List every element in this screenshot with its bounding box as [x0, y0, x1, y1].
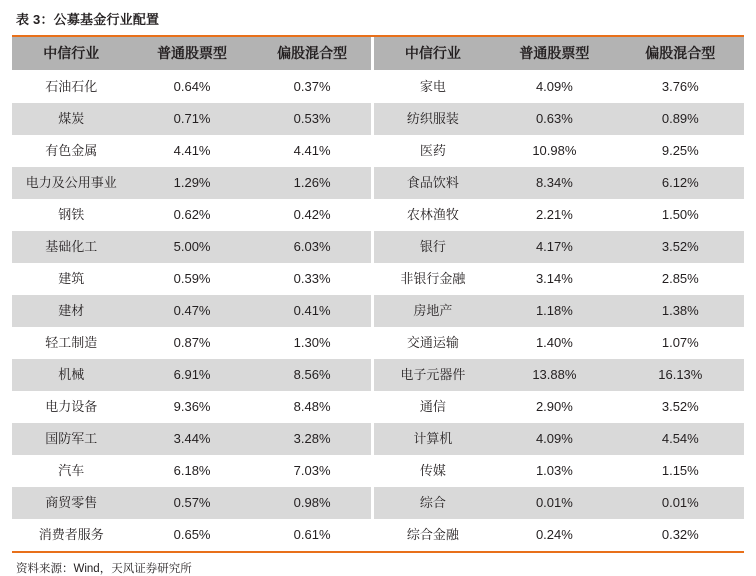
cell-common-equity-left: 9.36%	[131, 391, 254, 423]
cell-equity-mixed-left: 0.41%	[254, 295, 371, 327]
cell-equity-mixed-right: 0.32%	[617, 519, 744, 551]
cell-common-equity-left: 3.44%	[131, 423, 254, 455]
cell-common-equity-right: 2.21%	[492, 199, 616, 231]
cell-equity-mixed-left: 0.61%	[254, 519, 371, 551]
cell-equity-mixed-left: 0.53%	[254, 103, 371, 135]
cell-equity-mixed-left: 1.26%	[254, 167, 371, 199]
cell-common-equity-left: 0.47%	[131, 295, 254, 327]
table-row	[12, 359, 744, 391]
cell-industry-left: 机械	[12, 359, 131, 391]
cell-equity-mixed-right: 1.50%	[617, 199, 744, 231]
cell-common-equity-left: 0.57%	[131, 487, 254, 519]
cell-industry-right: 食品饮料	[374, 167, 493, 199]
cell-equity-mixed-right: 3.52%	[617, 391, 744, 423]
cell-common-equity-right: 1.18%	[492, 295, 616, 327]
table-row	[12, 199, 744, 231]
cell-industry-right: 纺织服装	[374, 103, 493, 135]
cell-industry-right: 电子元器件	[374, 359, 493, 391]
cell-common-equity-right: 3.14%	[492, 263, 616, 295]
table-row	[12, 71, 744, 104]
cell-industry-right: 综合金融	[374, 519, 493, 551]
cell-common-equity-right: 0.01%	[492, 487, 616, 519]
table-row	[12, 455, 744, 487]
cell-industry-right: 通信	[374, 391, 493, 423]
cell-industry-right: 农林渔牧	[374, 199, 493, 231]
cell-equity-mixed-left: 0.37%	[254, 71, 371, 104]
cell-common-equity-left: 0.62%	[131, 199, 254, 231]
cell-equity-mixed-left: 8.48%	[254, 391, 371, 423]
cell-industry-right: 房地产	[374, 295, 493, 327]
cell-industry-right: 交通运输	[374, 327, 493, 359]
cell-common-equity-left: 0.64%	[131, 71, 254, 104]
cell-equity-mixed-right: 3.52%	[617, 231, 744, 263]
cell-equity-mixed-left: 1.30%	[254, 327, 371, 359]
cell-equity-mixed-right: 1.38%	[617, 295, 744, 327]
cell-common-equity-right: 4.17%	[492, 231, 616, 263]
cell-common-equity-right: 0.63%	[492, 103, 616, 135]
header-cell-industry-left: 中信行业	[12, 37, 131, 71]
cell-equity-mixed-left: 4.41%	[254, 135, 371, 167]
cell-industry-left: 煤炭	[12, 103, 131, 135]
cell-common-equity-right: 4.09%	[492, 423, 616, 455]
cell-common-equity-left: 1.29%	[131, 167, 254, 199]
cell-industry-left: 商贸零售	[12, 487, 131, 519]
cell-common-equity-right: 13.88%	[492, 359, 616, 391]
cell-common-equity-left: 0.87%	[131, 327, 254, 359]
cell-equity-mixed-right: 1.07%	[617, 327, 744, 359]
cell-common-equity-left: 0.71%	[131, 103, 254, 135]
cell-industry-left: 消费者服务	[12, 519, 131, 551]
table-header-row	[12, 37, 744, 71]
cell-industry-right: 非银行金融	[374, 263, 493, 295]
source-note: 资料来源：Wind，天风证券研究所	[16, 563, 192, 575]
cell-common-equity-left: 4.41%	[131, 135, 254, 167]
cell-equity-mixed-right: 9.25%	[617, 135, 744, 167]
cell-common-equity-right: 4.09%	[492, 71, 616, 104]
cell-industry-left: 基础化工	[12, 231, 131, 263]
cell-industry-right: 家电	[374, 71, 493, 104]
table-body	[12, 37, 744, 551]
header-cell-common-equity-right: 普通股票型	[492, 37, 616, 71]
cell-equity-mixed-left: 6.03%	[254, 231, 371, 263]
cell-equity-mixed-right: 3.76%	[617, 71, 744, 104]
table-caption: 表 3：公募基金行业配置	[16, 12, 160, 27]
cell-industry-right: 传媒	[374, 455, 493, 487]
table-row	[12, 519, 744, 551]
cell-equity-mixed-left: 7.03%	[254, 455, 371, 487]
cell-common-equity-right: 2.90%	[492, 391, 616, 423]
header-cell-industry-right: 中信行业	[374, 37, 493, 71]
table-row	[12, 391, 744, 423]
cell-industry-left: 有色金属	[12, 135, 131, 167]
cell-industry-left: 钢铁	[12, 199, 131, 231]
cell-common-equity-right: 8.34%	[492, 167, 616, 199]
cell-common-equity-left: 6.91%	[131, 359, 254, 391]
cell-industry-left: 国防军工	[12, 423, 131, 455]
cell-industry-right: 计算机	[374, 423, 493, 455]
table-container	[12, 35, 744, 553]
cell-equity-mixed-left: 0.33%	[254, 263, 371, 295]
cell-industry-left: 汽车	[12, 455, 131, 487]
cell-common-equity-right: 10.98%	[492, 135, 616, 167]
table-row	[12, 231, 744, 263]
cell-equity-mixed-left: 8.56%	[254, 359, 371, 391]
table-row	[12, 295, 744, 327]
cell-equity-mixed-right: 0.89%	[617, 103, 744, 135]
table-row	[12, 103, 744, 135]
cell-common-equity-right: 1.03%	[492, 455, 616, 487]
table-row	[12, 135, 744, 167]
cell-industry-left: 建材	[12, 295, 131, 327]
cell-equity-mixed-right: 2.85%	[617, 263, 744, 295]
cell-industry-left: 电力及公用事业	[12, 167, 131, 199]
cell-common-equity-left: 0.65%	[131, 519, 254, 551]
table-row	[12, 327, 744, 359]
table-row	[12, 167, 744, 199]
header-cell-equity-mixed-left: 偏股混合型	[254, 37, 371, 71]
cell-industry-right: 医药	[374, 135, 493, 167]
cell-common-equity-left: 5.00%	[131, 231, 254, 263]
cell-equity-mixed-right: 4.54%	[617, 423, 744, 455]
cell-equity-mixed-right: 0.01%	[617, 487, 744, 519]
cell-equity-mixed-right: 16.13%	[617, 359, 744, 391]
table-row	[12, 263, 744, 295]
cell-industry-left: 建筑	[12, 263, 131, 295]
cell-equity-mixed-left: 0.42%	[254, 199, 371, 231]
cell-common-equity-right: 0.24%	[492, 519, 616, 551]
cell-common-equity-left: 0.59%	[131, 263, 254, 295]
cell-equity-mixed-right: 1.15%	[617, 455, 744, 487]
fund-allocation-table	[12, 37, 744, 551]
cell-equity-mixed-left: 0.98%	[254, 487, 371, 519]
table-row	[12, 423, 744, 455]
table-row	[12, 487, 744, 519]
cell-equity-mixed-left: 3.28%	[254, 423, 371, 455]
cell-common-equity-left: 6.18%	[131, 455, 254, 487]
cell-industry-left: 电力设备	[12, 391, 131, 423]
header-cell-common-equity-left: 普通股票型	[131, 37, 254, 71]
cell-industry-right: 银行	[374, 231, 493, 263]
cell-common-equity-right: 1.40%	[492, 327, 616, 359]
cell-industry-left: 石油石化	[12, 71, 131, 104]
header-cell-equity-mixed-right: 偏股混合型	[617, 37, 744, 71]
cell-equity-mixed-right: 6.12%	[617, 167, 744, 199]
cell-industry-right: 综合	[374, 487, 493, 519]
cell-industry-left: 轻工制造	[12, 327, 131, 359]
